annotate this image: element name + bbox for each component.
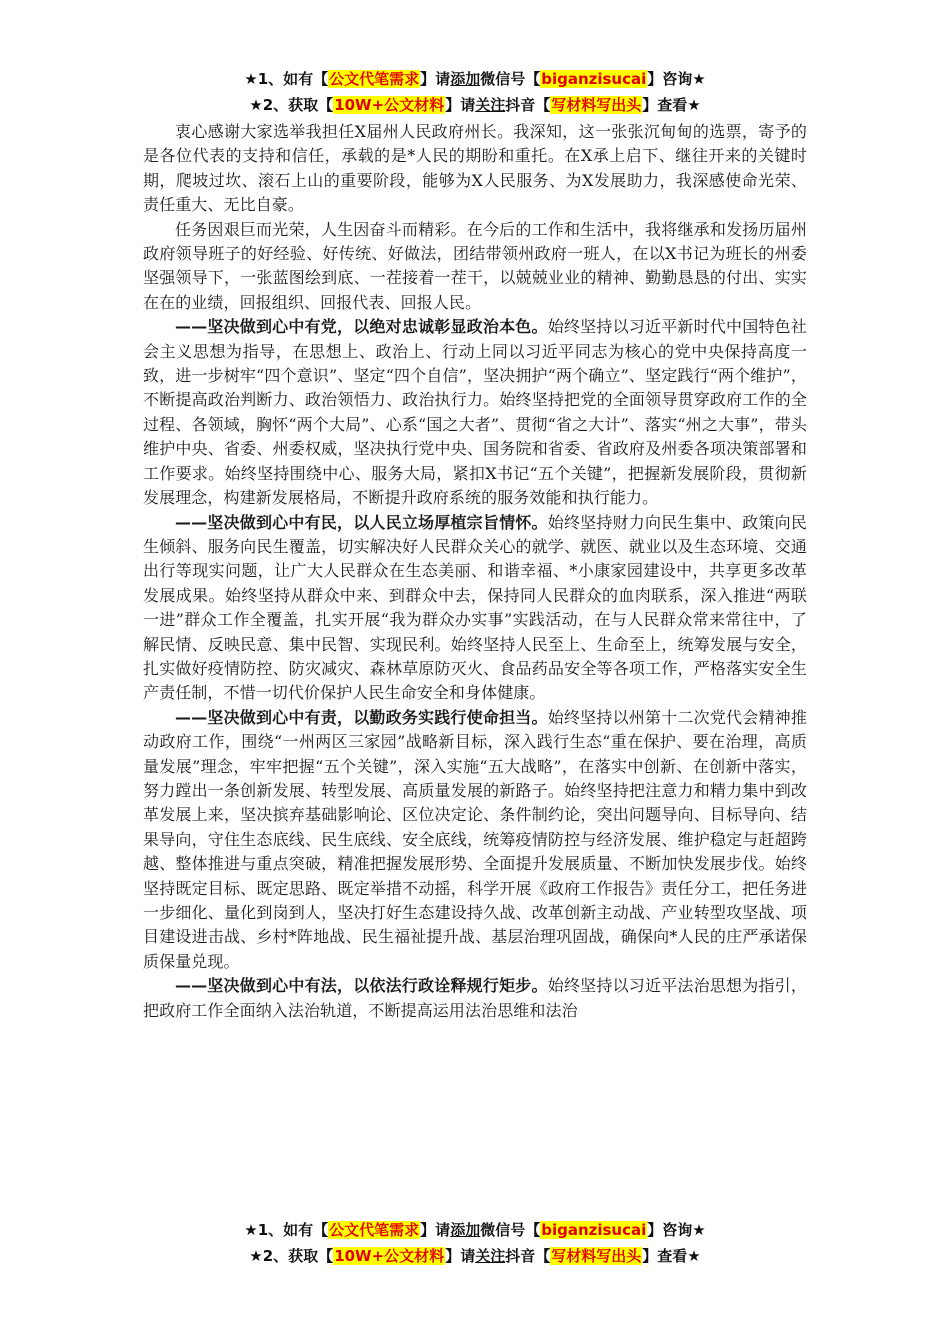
paragraph xyxy=(143,120,807,218)
bottom-promo-line-1 xyxy=(0,1218,950,1242)
paragraph xyxy=(143,706,807,974)
promo-text: 】请 xyxy=(445,1247,476,1265)
paragraph-text: 始终坚持以州第十二次党代会精神推动政府工作，围绕“一州两区三家园”战略新目标，深入践行生态“重在保护、要在治理，高质量发展”理念，牢牢把握“五个关键”，深入实施“五大战略”，在落实中创新、在创新中落实，努力蹚出一条创新发展、转型发展、高质量发展的新路子。始终坚持把注意力和精力集中到改革发展上来，坚决摈弃基础影响论、区位决定论、条件制约论，突出问题导向、目标导向、结果导向，守住生态底线、民生底线、安全底线，统筹疫情防控与经济发展、维护稳定与赶超跨越、整体推进与重点突破，精准把握发展形势、全面提升发展质量、不断加快发展步伐。始终坚持既定目标、既定思路、既定举措不动摇，科学开展《政府工作报告》责任分工，把任务进一步细化、量化到岗到人，坚决打好生态建设持久战、改革创新主动战、产业转型攻坚战、项目建设进击战、乡村*阵地战、民生福祉提升战、基层治理巩固战，确保向*人民的庄严承诺保质保量兑现。 xyxy=(143,707,807,971)
paragraph-text: 衷心感谢大家选举我担任X届州人民政府州长。我深知，这一张张沉甸甸的选票，寄予的是各位代表的支持和信任，承载的是*人民的期盼和重托。在X承上启下、继往开来的关键时期，爬坡过坎、滚石上山的重要阶段，能够为X人民服务、为X发展助力，我深感使命光荣、责任重大、无比自豪。 xyxy=(143,122,807,215)
paragraph xyxy=(143,974,807,1023)
paragraph-text: 始终坚持以习近平法治思想为指引，把政府工作全面纳入法治轨道，不断提高运用法治思维和法治 xyxy=(143,976,807,1020)
paragraph-lead: ——坚决做到心中有责，以勤政务实践行使命担当。 xyxy=(175,707,548,727)
promo-text: 】请 xyxy=(420,1221,451,1239)
promo-highlight: 公文代笔需求 xyxy=(329,70,420,88)
promo-underlined: 关注 xyxy=(475,1247,506,1265)
promo-highlight: 公文代笔需求 xyxy=(329,1221,420,1239)
promo-text: ★1、如有【 xyxy=(244,70,329,88)
bottom-promo-line-2 xyxy=(0,1244,950,1268)
promo-text: 微信号【 xyxy=(480,1221,541,1239)
promo-text: 】请 xyxy=(445,96,476,114)
paragraph-text: 始终坚持财力向民生集中、政策向民生倾斜、服务向民生覆盖，切实解决好人民群众关心的就学、就医、就业以及生态环境、交通出行等现实问题，让广大人民群众在生态美丽、和谐幸福、*小康家园建设中，共享更多改革发展成果。始终坚持从群众中来、到群众中去，保持同人民群众的血肉联系，深入推进“两联一进”群众工作全覆盖，扎实开展“我为群众办实事”实践活动，在与人民群众常来常往中，了解民情、反映民意、集中民智、实现民利。始终坚持人民至上、生命至上，统筹发展与安全，扎实做好疫情防控、防灾减灾、森林草原防灭火、食品药品安全等各项工作，严格落实安全生产责任制，不惜一切代价保护人民生命安全和身体健康。 xyxy=(143,512,807,703)
paragraph-text: 始终坚持以习近平新时代中国特色社会主义思想为指导，在思想上、政治上、行动上同以习近平同志为核心的党中央保持高度一致，进一步树牢“四个意识”、坚定“四个自信”，坚决拥护“两个确立”、坚定践行“两个维护”，不断提高政治判断力、政治领悟力、政治执行力。始终坚持把党的全面领导贯穿政府工作的全过程、各领域，胸怀“两个大局”、心系“国之大者”、贯彻“省之大计”、落实“州之大事”，带头维护中央、省委、州委权威，坚决执行党中央、国务院和省委、省政府及州委各项决策部署和工作要求。始终坚持围绕中心、服务大局，紧扣X书记“五个关键”，把握新发展阶段，贯彻新发展理念，构建新发展格局，不断提升政府系统的服务效能和执行能力。 xyxy=(143,317,807,508)
promo-text: 】查看★ xyxy=(642,96,701,114)
promo-highlight: 10W+公文材料 xyxy=(334,1247,445,1265)
paragraph-text: 任务因艰巨而光荣，人生因奋斗而精彩。在今后的工作和生活中，我将继承和发扬历届州政府领导班子的好经验、好传统、好做法，团结带领州政府一班人，在以X书记为班长的州委坚强领导下，一张蓝图绘到底、一茬接着一茬干，以兢兢业业的精神、勤勤恳恳的付出、实实在在的业绩，回报组织、回报代表、回报人民。 xyxy=(143,219,807,312)
promo-text: ★1、如有【 xyxy=(244,1221,329,1239)
promo-underlined: 添加 xyxy=(450,1221,481,1239)
promo-text: 抖音【 xyxy=(505,1247,551,1265)
paragraph-lead: ——坚决做到心中有民，以人民立场厚植宗旨情怀。 xyxy=(175,512,548,532)
promo-highlight: biganzisucai xyxy=(541,1221,647,1239)
promo-highlight: 10W+公文材料 xyxy=(334,96,445,114)
promo-highlight: 写材料写出头 xyxy=(551,1247,642,1265)
promo-underlined: 关注 xyxy=(475,96,506,114)
top-promo-line-1 xyxy=(0,67,950,91)
document-body xyxy=(143,120,807,1023)
promo-text: 】咨询★ xyxy=(647,1221,706,1239)
paragraph-lead: ——坚决做到心中有法，以依法行政诠释规行矩步。 xyxy=(175,976,548,996)
promo-text: 】请 xyxy=(420,70,451,88)
promo-highlight: 写材料写出头 xyxy=(551,96,642,114)
paragraph xyxy=(143,218,807,316)
promo-highlight: biganzisucai xyxy=(541,70,647,88)
promo-text: 】咨询★ xyxy=(647,70,706,88)
paragraph-lead: ——坚决做到心中有党，以绝对忠诚彰显政治本色。 xyxy=(175,317,548,337)
top-promo-line-2 xyxy=(0,93,950,117)
promo-text: 抖音【 xyxy=(505,96,551,114)
promo-text: 微信号【 xyxy=(480,70,541,88)
paragraph xyxy=(143,511,807,706)
promo-text: ★2、获取【 xyxy=(249,1247,334,1265)
paragraph xyxy=(143,315,807,510)
promo-text: ★2、获取【 xyxy=(249,96,334,114)
promo-text: 】查看★ xyxy=(642,1247,701,1265)
promo-underlined: 添加 xyxy=(450,70,481,88)
